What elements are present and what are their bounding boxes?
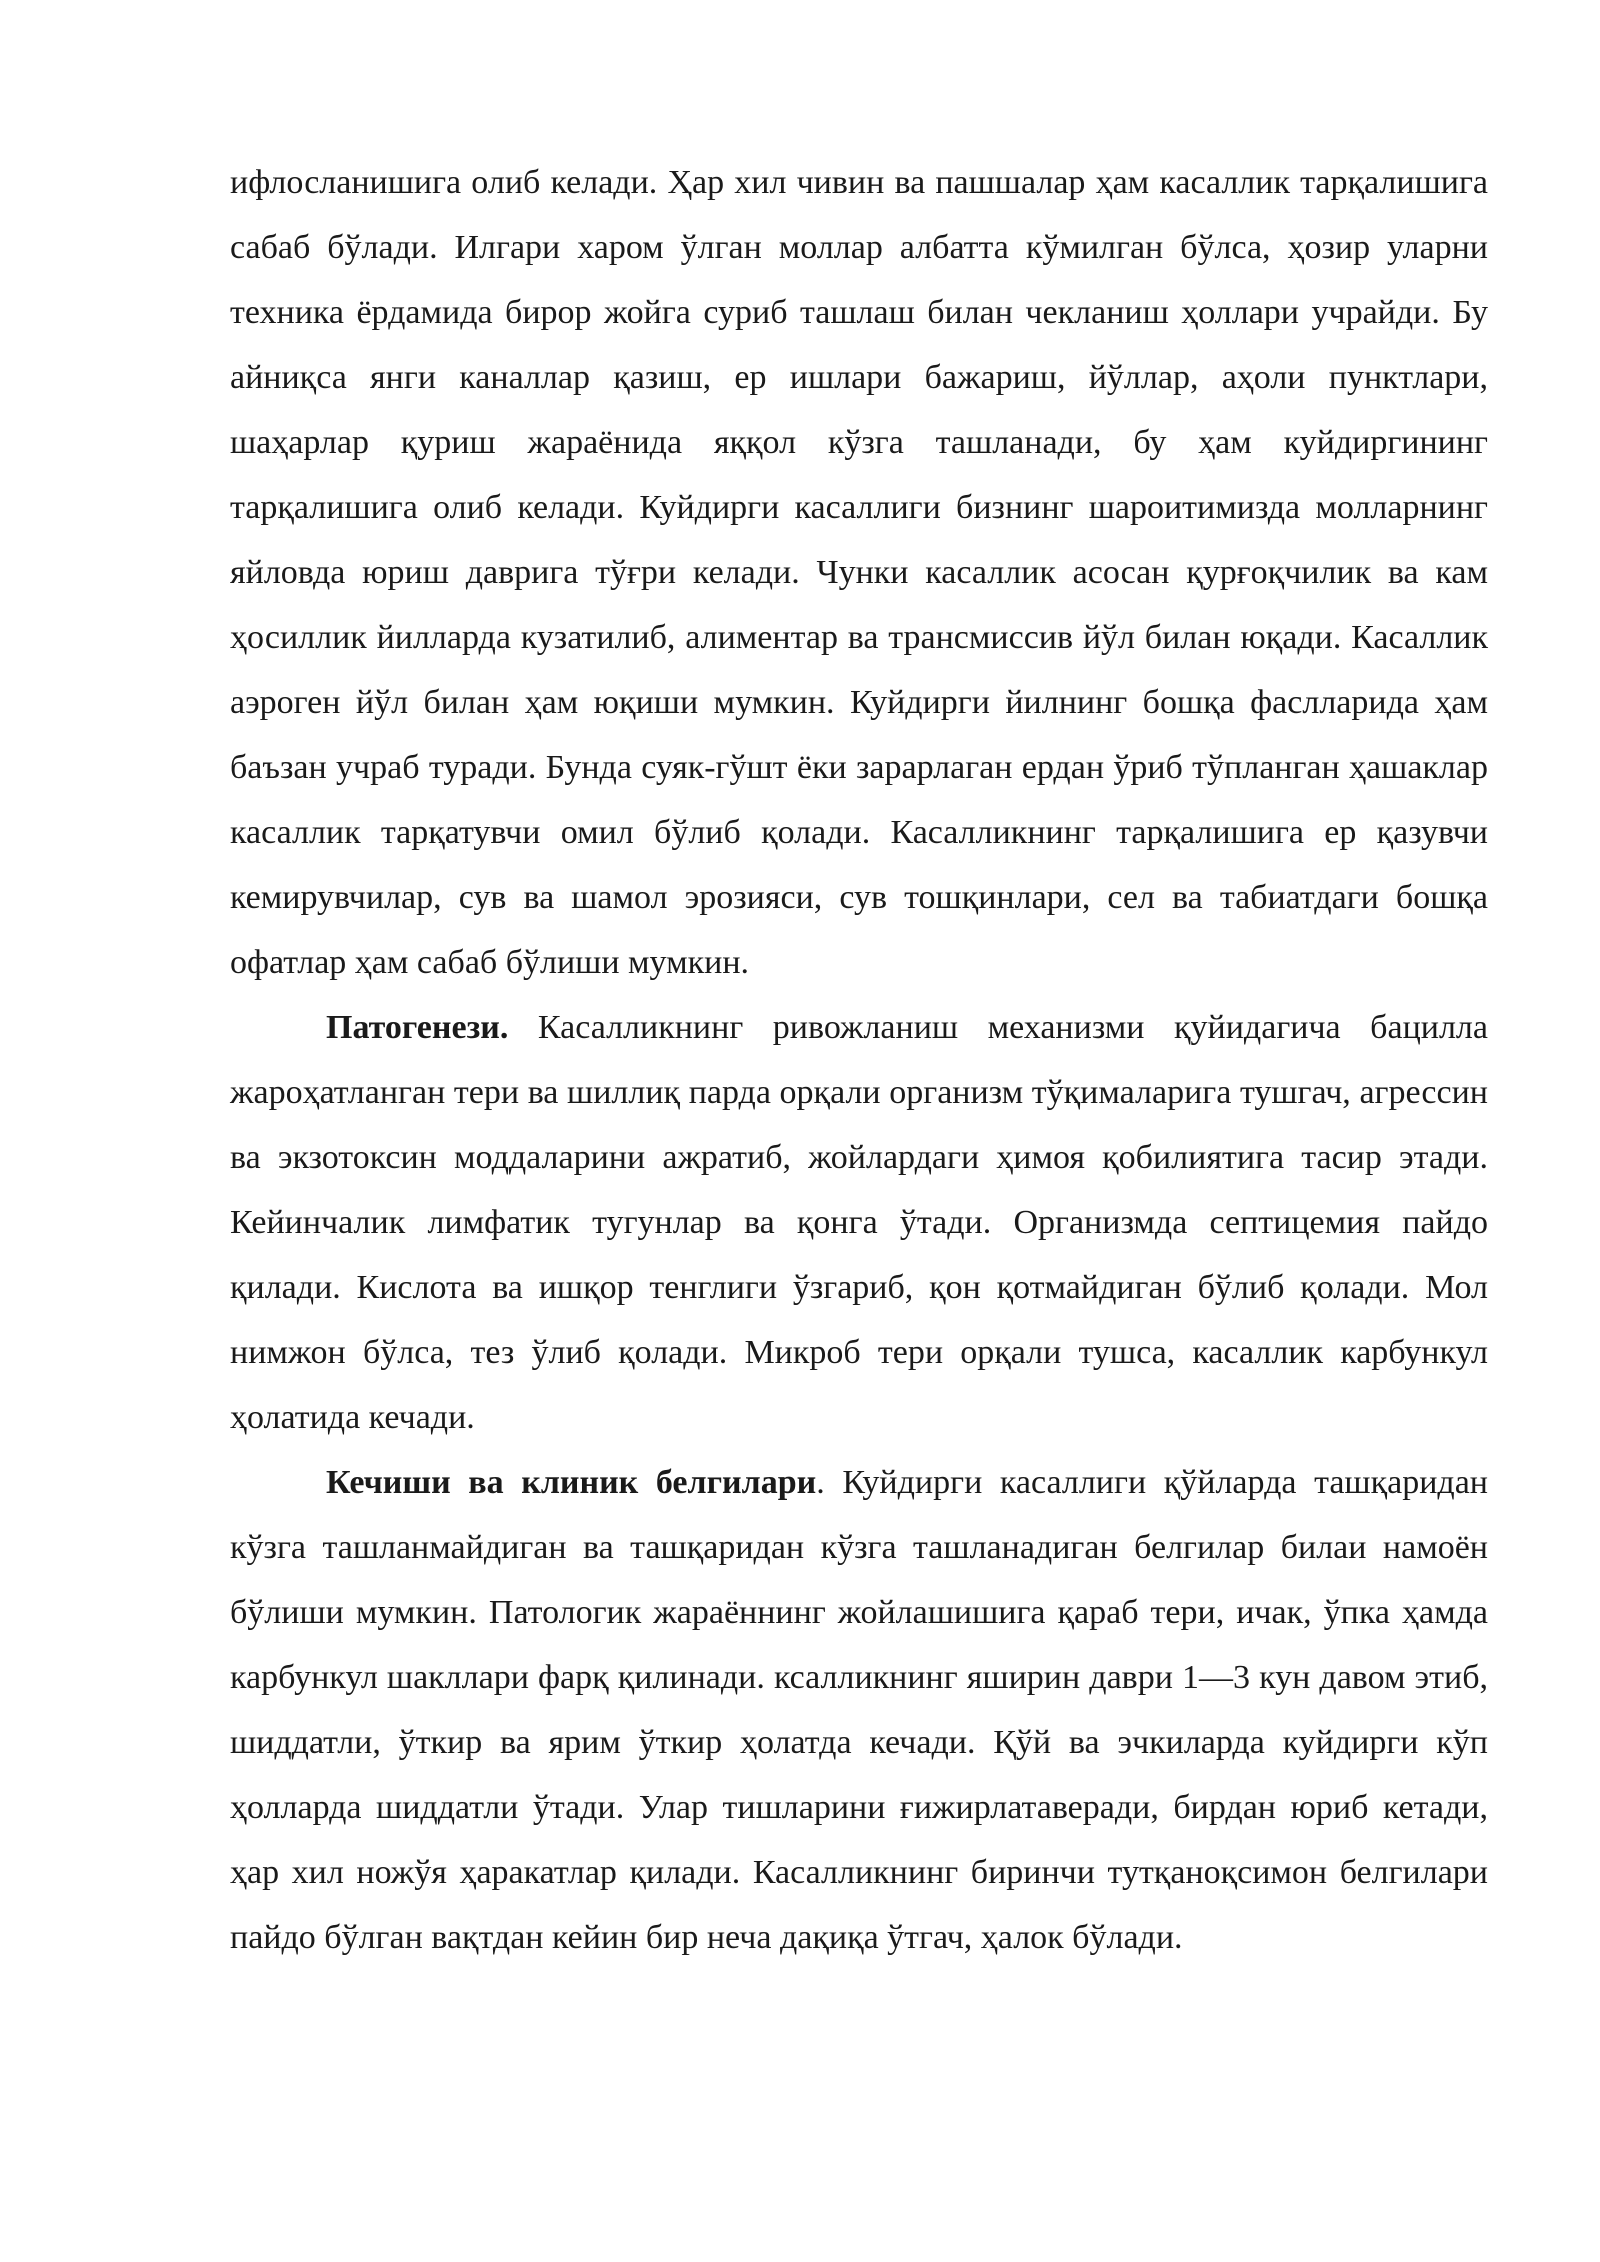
paragraph-text: . Куйдирги касаллиги қўйларда ташқаридан кўзга ташланмайдиган ва ташқаридан кўзга ташланадиган белгилар билаи намоён бўлиши мумкин. Патологик жараённинг жойлашишига қараб тери, ичак, ўпка ҳамда карбункул шакллари фарқ қилинади. ксалликнинг яширин даври 1—3 кун давом этиб, шиддатли, ўткир ва ярим ўткир ҳолатда кечади. Қўй ва эчкиларда куйдирги кўп ҳолларда шиддатли ўтади. Улар тишларини ғижирлатаверади, бирдан юриб кетади, ҳар хил ножўя ҳаракатлар қилади. Касалликнинг биринчи тутқаноқсимон белгилари пайдо бўлган вақтдан кейин бир неча дақиқа ўтгач, ҳалок бўлади. bbox=[230, 1464, 1488, 1956]
section-heading-pathogenesis: Патогенези. bbox=[326, 1009, 509, 1046]
paragraph-pathogenesis bbox=[230, 995, 1488, 1450]
section-heading-clinical-signs: Кечиши ва клиник белгилари bbox=[326, 1464, 817, 1501]
paragraph-epidemiology bbox=[230, 150, 1488, 995]
paragraph-clinical-signs bbox=[230, 1450, 1488, 1970]
paragraph-text: Касалликнинг ривожланиш механизми қуйидагича бацилла жароҳатланган тери ва шиллиқ парда орқали организм тўқималарига тушгач, агрессин ва экзотоксин моддаларини ажратиб, жойлардаги ҳимоя қобилиятига тасир этади. Кейинчалик лимфатик тугунлар ва қонга ўтади. Организмда септицемия пайдо қилади. Кислота ва ишқор тенглиги ўзгариб, қон қотмайдиган бўлиб қолади. Мол нимжон бўлса, тез ўлиб қолади. Микроб тери орқали тушса, касаллик карбункул ҳолатида кечади. bbox=[230, 1009, 1488, 1436]
document-body bbox=[230, 150, 1488, 1970]
paragraph-text: ифлосланишига олиб келади. Ҳар хил чивин ва пашшалар ҳам касаллик тарқалишига сабаб бўлади. Илгари харом ўлган моллар албатта кўмилган бўлса, ҳозир уларни техника ёрдамида бирор жойга суриб ташлаш билан чекланиш ҳоллари учрайди. Бу айниқса янги каналлар қазиш, ер ишлари бажариш, йўллар, аҳоли пунктлари, шаҳарлар қуриш жараёнида яққол кўзга ташланади, бу ҳам куйдиргининг тарқалишига олиб келади. Куйдирги касаллиги бизнинг шароитимизда молларнинг яйловда юриш даврига тўғри келади. Чунки касаллик асосан қурғоқчилик ва кам ҳосиллик йилларда кузатилиб, алиментар ва трансмиссив йўл билан юқади. Касаллик аэроген йўл билан ҳам юқиши мумкин. Куйдирги йилнинг бошқа фаслларида ҳам баъзан учраб туради. Бунда суяк-гўшт ёки зарарлаган ердан ўриб тўпланган ҳашаклар касаллик тарқатувчи омил бўлиб қолади. Касалликнинг тарқалишига ер қазувчи кемирувчилар, сув ва шамол эрозияси, сув тошқинлари, сел ва табиатдаги бошқа офатлар ҳам сабаб бўлиши мумкин. bbox=[230, 164, 1488, 981]
